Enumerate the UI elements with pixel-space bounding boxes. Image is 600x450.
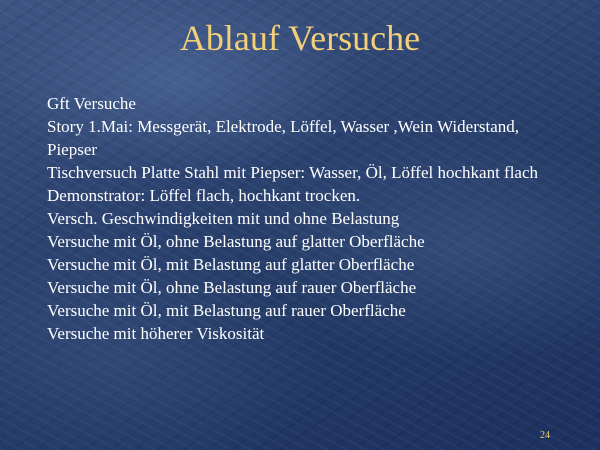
list-item: Versuche mit Öl, mit Belastung auf rauer Oberfläche <box>47 301 406 320</box>
list-item: Versuche mit Öl, ohne Belastung auf rauer Oberfläche <box>47 278 417 297</box>
list-item: Demonstrator: Löffel flach, hochkant trocken. <box>47 186 361 205</box>
page-number: 24 <box>540 430 550 441</box>
list-item: Gft Versuche <box>47 94 136 113</box>
list-item: Story 1.Mai: Messgerät, Elektrode, Löffel, Wasser ,Wein Widerstand, Piepser <box>47 117 519 159</box>
list-item: Versuche mit Öl, ohne Belastung auf glatter Oberfläche <box>47 232 425 251</box>
list-item: Versch. Geschwindigkeiten mit und ohne Belastung <box>47 209 400 228</box>
list-item: Tischversuch Platte Stahl mit Piepser: Wasser, Öl, Löffel hochkant flach <box>47 163 539 182</box>
list-item: Versuche mit höherer Viskosität <box>47 324 265 343</box>
slide-title: Ablauf Versuche <box>179 18 421 58</box>
slide-body-list <box>47 92 567 345</box>
list-item: Versuche mit Öl, mit Belastung auf glatter Oberfläche <box>47 255 415 274</box>
